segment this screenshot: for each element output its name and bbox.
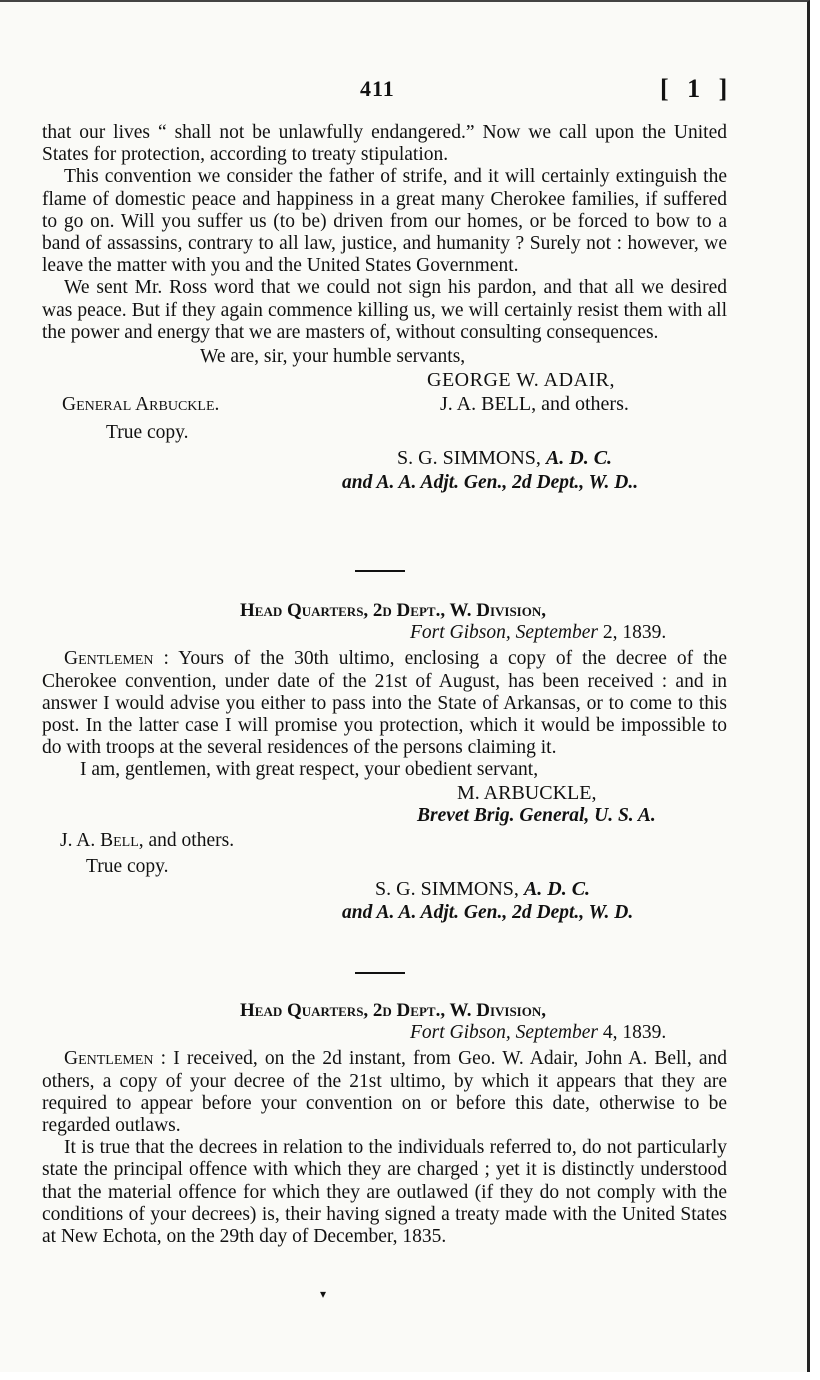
letter-2 (42, 600, 727, 923)
letter-3-body-text: I received, on the 2d instant, from Geo. W. Adair, John A. Bell, and others, a copy of your decree of the 21st ultimo, by which it appears that they are required to appear before your convention on or before this date, otherwise to be regarded outlaws. (42, 1048, 728, 1137)
letter-3-place-date (410, 1022, 727, 1044)
letter-1-copy-signer (397, 447, 612, 469)
date-day: 2, 1839. (602, 622, 667, 644)
letter-1-signer-1: GEORGE W. ADAIR, (427, 369, 616, 392)
letter-2-closing: I am, gentlemen, with great respect, your obedient servant, (80, 759, 539, 781)
page-header (0, 72, 807, 112)
addressee-name: J. A. Bell, (60, 829, 144, 851)
letter-2-place-date (410, 622, 727, 644)
page-number: 411 (360, 76, 395, 101)
letter-3-body (42, 1048, 727, 1137)
section-divider (355, 972, 405, 974)
letter-2-body-text: Yours of the 30th ultimo, enclosing a copy of the decree of the Cherokee convention, under date of the 21st of August, has been received : and in answer I would advise you either to pass into the State of Arkansas, or to come to this post. In the latter case I will promise you protection, which it would be impossible to do with troops at the several residences of the persons claiming it. (42, 648, 727, 759)
letter-3-salutation: Gentlemen : (64, 1048, 167, 1070)
letter-2-signer: M. ARBUCKLE, (457, 781, 597, 804)
letter-1-paragraph: We sent Mr. Ross word that we could not sign his pardon, and that all we desired was peace. But if they again commence killing us, we will certainly resist them with all the power and energy that we are masters of, without consulting consequences. (42, 277, 727, 343)
letter-2-signature-block (42, 781, 727, 923)
place-date-text: Fort Gibson, September (410, 1022, 598, 1044)
letter-2-body (42, 648, 727, 759)
letter-1-true-copy: True copy. (106, 422, 189, 444)
letter-2-addressee (60, 830, 234, 852)
date-day: 4, 1839. (602, 1022, 667, 1044)
document-number: [ 1 ] (660, 74, 734, 103)
letter-1-paragraph: that our lives “ shall not be unlawfully endangered.” Now we call upon the United States for protection, according to treaty stipulation. (42, 122, 727, 166)
letter-1 (42, 122, 727, 494)
letter-2-copy-signer (375, 878, 590, 900)
section-divider (355, 570, 405, 572)
letter-3-paragraph-2: It is true that the decrees in relation to the individuals referred to, do not particularly state the principal offence with which they are charged ; yet it is distinctly understood that the material offence for which they are outlawed (if they do not comply with the conditions of your decrees) is, their having signed a treaty made with the United States at New Echota, on the 29th day of December, 1835. (42, 1137, 727, 1248)
letter-1-signature-block (42, 344, 727, 494)
copy-signer-name: S. G. SIMMONS, (375, 877, 519, 900)
place-date-text: Fort Gibson, September (410, 622, 598, 644)
letter-1-paragraph: This convention we consider the father of strife, and it will certainly extinguish the flame of domestic peace and happiness in a great many Cherokee families, if suffered to go on. Will you suffer us (to be) driven from our homes, or be forced to bow to a band of assassins, contrary to all law, justice, and humanity ? Surely not : however, we leave the matter with you and the United States Government. (42, 166, 727, 277)
letter-2-copy-signer-sub: and A. A. Adjt. Gen., 2d Dept., W. D. (342, 901, 634, 923)
copy-signer-title: A. D. C. (523, 877, 591, 900)
letter-2-signer-title: Brevet Brig. General, U. S. A. (417, 804, 656, 826)
letter-3-heading: Head Quarters, 2d Dept., W. Division, (240, 1000, 546, 1021)
letter-1-closing: We are, sir, your humble servants, (200, 346, 466, 368)
letter-1-copy-signer-sub: and A. A. Adjt. Gen., 2d Dept., W. D.. (342, 472, 639, 494)
letter-1-signer-2: J. A. BELL, and others. (440, 393, 629, 416)
page-body (42, 122, 728, 1248)
addressee-rest: and others. (148, 829, 235, 851)
copy-signer-title: A. D. C. (545, 447, 613, 470)
letter-3 (42, 1000, 727, 1248)
letter-2-true-copy: True copy. (86, 855, 169, 877)
letter-2-salutation: Gentlemen : (64, 648, 169, 670)
copy-signer-name: S. G. SIMMONS, (397, 447, 541, 470)
letter-1-addressee: General Arbuckle. (62, 394, 220, 416)
printer-mark: ▾ (320, 1287, 327, 1301)
letter-2-heading: Head Quarters, 2d Dept., W. Division, (240, 600, 546, 621)
